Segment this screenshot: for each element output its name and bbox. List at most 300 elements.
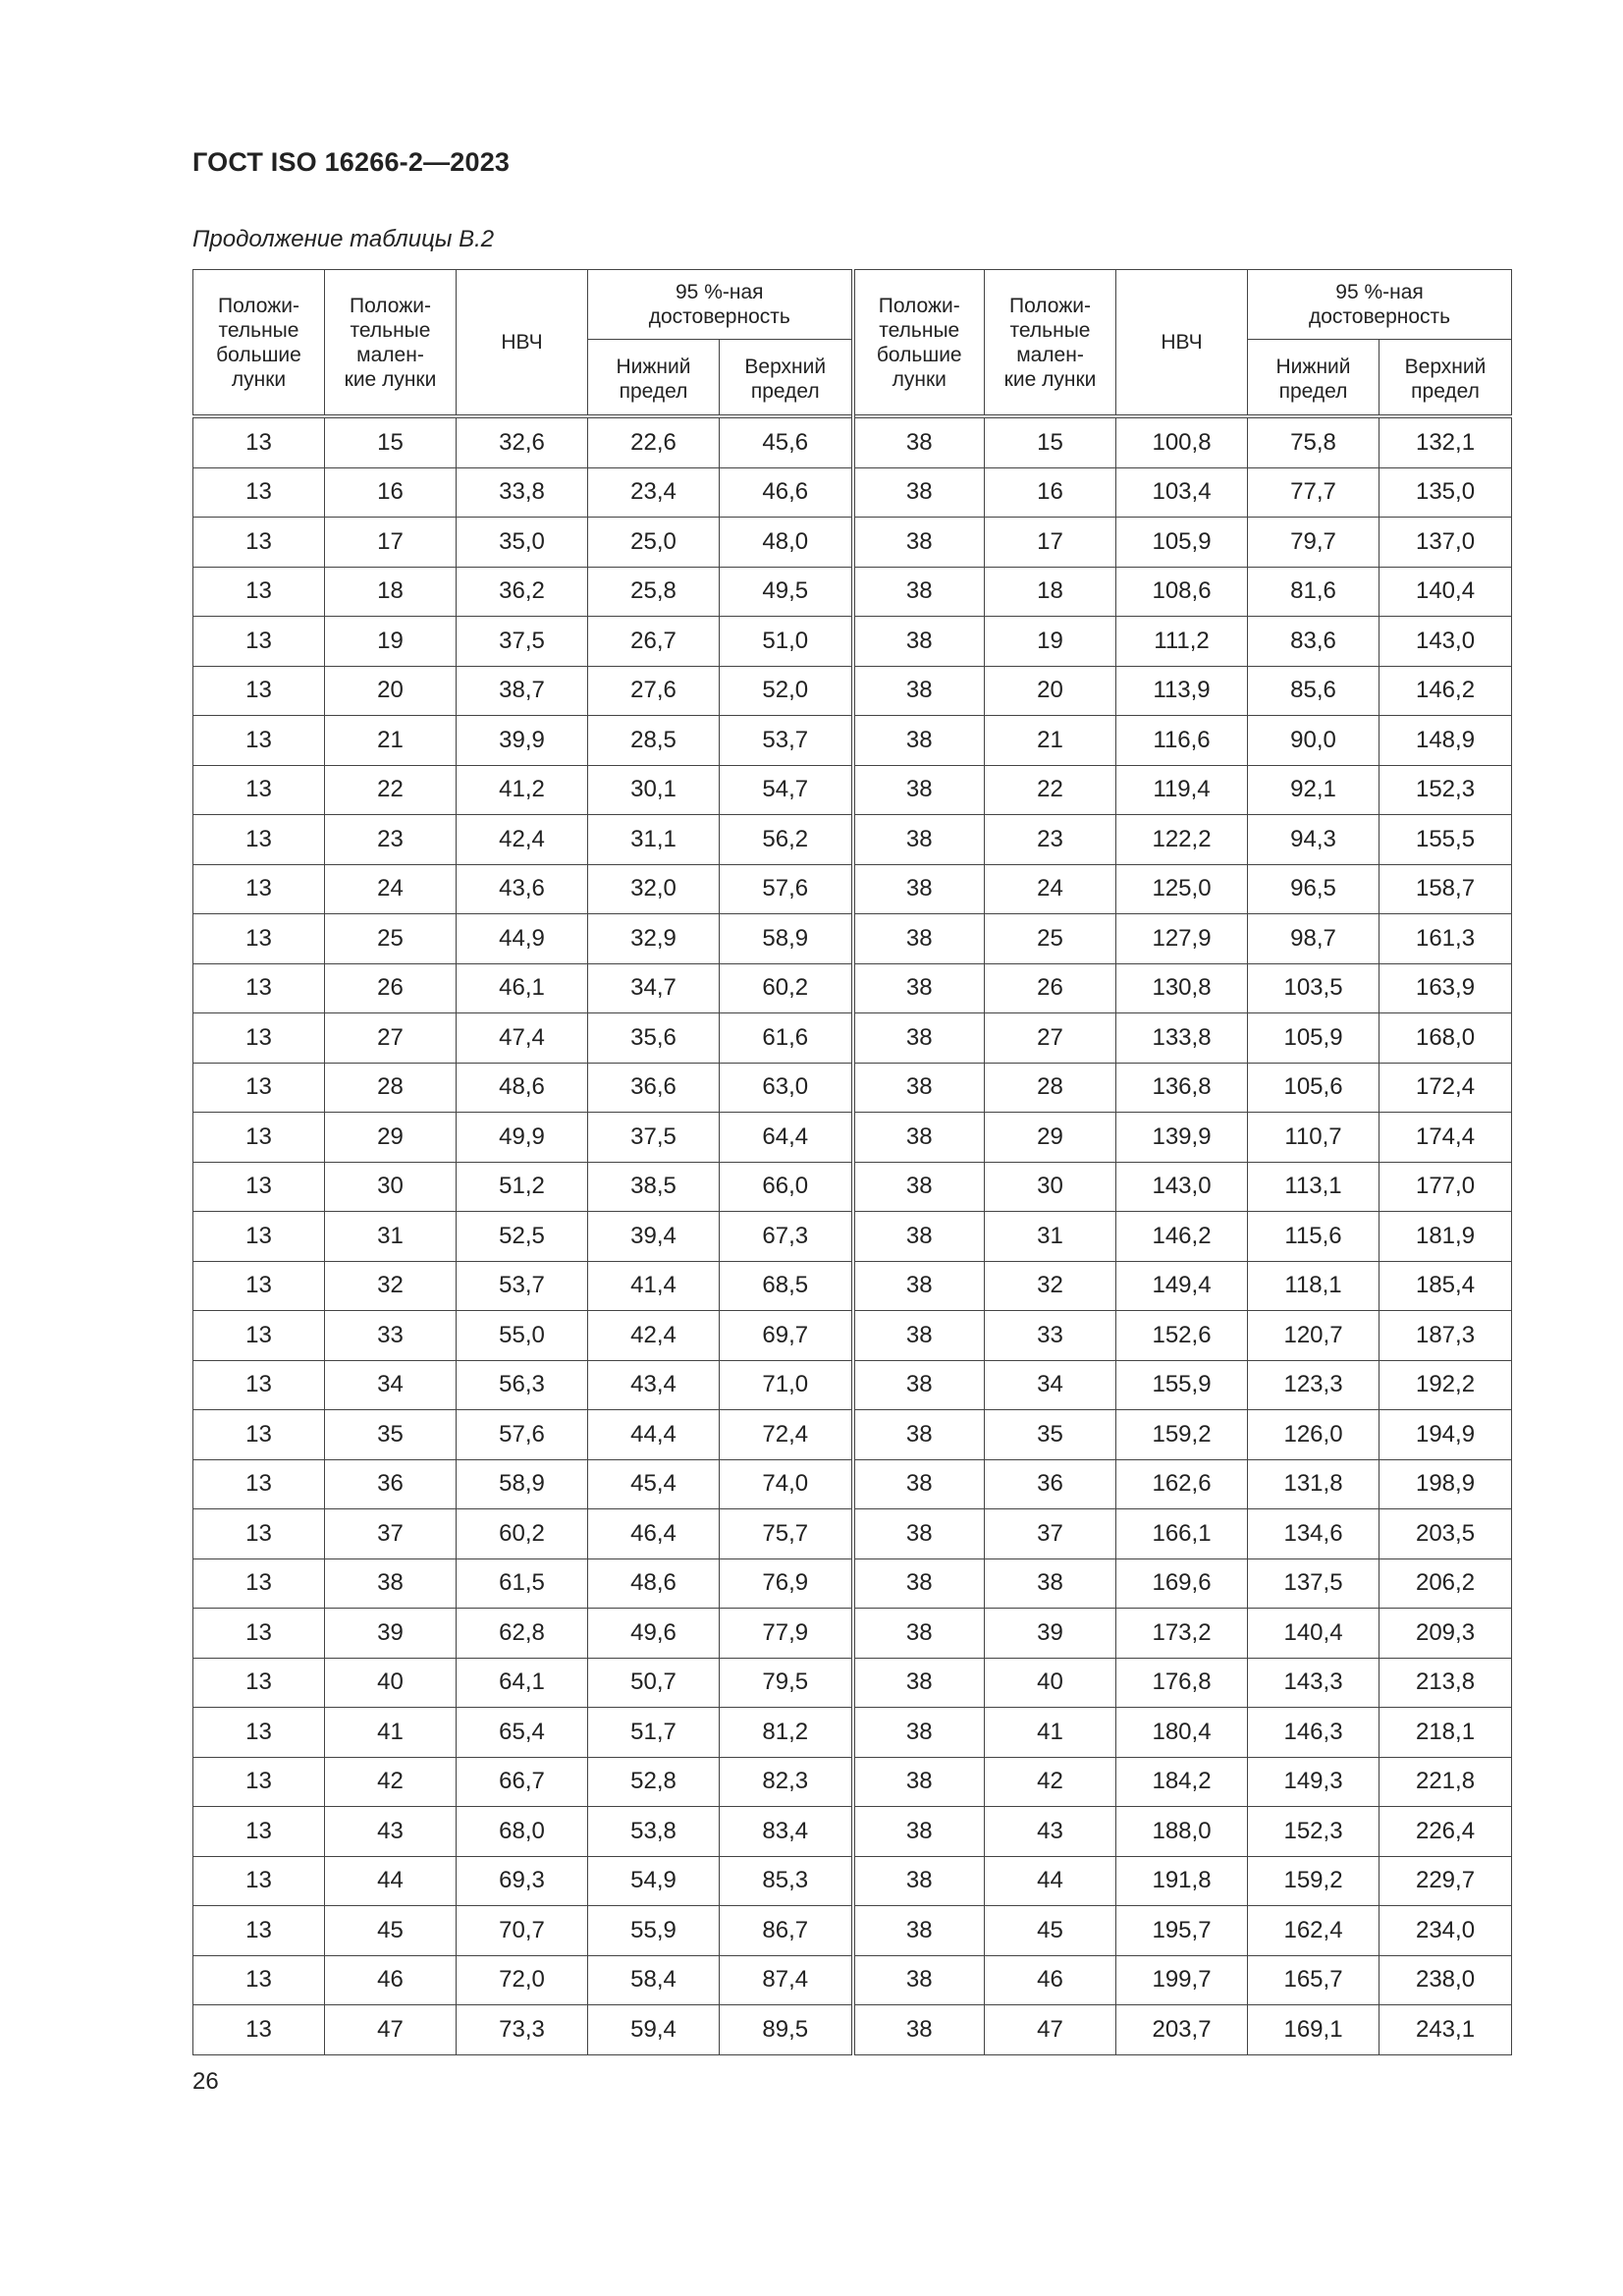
cell-large-wells: 13 — [193, 1609, 325, 1659]
cell-large-wells-2: 38 — [853, 1609, 985, 1659]
cell-large-wells-2: 38 — [853, 765, 985, 815]
cell-mpn: 62,8 — [457, 1609, 588, 1659]
cell-upper-limit-2: 132,1 — [1380, 416, 1512, 467]
cell-mpn-2: 195,7 — [1116, 1906, 1248, 1956]
cell-lower-limit: 30,1 — [588, 765, 720, 815]
cell-lower-limit-2: 169,1 — [1248, 2005, 1380, 2055]
cell-small-wells-2: 29 — [985, 1113, 1116, 1163]
cell-lower-limit-2: 105,6 — [1248, 1063, 1380, 1113]
cell-mpn: 64,1 — [457, 1658, 588, 1708]
cell-lower-limit-2: 146,3 — [1248, 1708, 1380, 1758]
cell-mpn-2: 152,6 — [1116, 1311, 1248, 1361]
cell-small-wells-2: 30 — [985, 1162, 1116, 1212]
cell-small-wells: 37 — [325, 1509, 457, 1559]
header-lower-limit: Нижний предел — [588, 340, 720, 417]
cell-upper-limit-2: 185,4 — [1380, 1261, 1512, 1311]
cell-small-wells-2: 15 — [985, 416, 1116, 467]
cell-mpn-2: 136,8 — [1116, 1063, 1248, 1113]
cell-upper-limit-2: 221,8 — [1380, 1757, 1512, 1807]
cell-lower-limit-2: 83,6 — [1248, 617, 1380, 667]
cell-mpn: 48,6 — [457, 1063, 588, 1113]
cell-small-wells: 43 — [325, 1807, 457, 1857]
cell-small-wells: 40 — [325, 1658, 457, 1708]
cell-small-wells: 28 — [325, 1063, 457, 1113]
header-small-wells: Положи- тельные мален- кие лунки — [325, 270, 457, 417]
cell-large-wells: 13 — [193, 815, 325, 865]
cell-small-wells-2: 39 — [985, 1609, 1116, 1659]
cell-mpn-2: 166,1 — [1116, 1509, 1248, 1559]
cell-large-wells: 13 — [193, 1410, 325, 1460]
cell-mpn-2: 113,9 — [1116, 666, 1248, 716]
cell-mpn: 69,3 — [457, 1856, 588, 1906]
cell-large-wells-2: 38 — [853, 815, 985, 865]
cell-large-wells: 13 — [193, 1113, 325, 1163]
cell-small-wells-2: 45 — [985, 1906, 1116, 1956]
cell-upper-limit-2: 148,9 — [1380, 716, 1512, 766]
cell-upper-limit-2: 143,0 — [1380, 617, 1512, 667]
cell-small-wells-2: 43 — [985, 1807, 1116, 1857]
cell-large-wells-2: 38 — [853, 1509, 985, 1559]
cell-large-wells: 13 — [193, 1757, 325, 1807]
cell-upper-limit-2: 152,3 — [1380, 765, 1512, 815]
cell-upper-limit-2: 172,4 — [1380, 1063, 1512, 1113]
cell-lower-limit-2: 96,5 — [1248, 864, 1380, 914]
cell-lower-limit-2: 98,7 — [1248, 914, 1380, 964]
cell-mpn: 47,4 — [457, 1013, 588, 1064]
cell-small-wells: 46 — [325, 1955, 457, 2005]
cell-large-wells-2: 38 — [853, 914, 985, 964]
cell-lower-limit: 42,4 — [588, 1311, 720, 1361]
cell-mpn-2: 188,0 — [1116, 1807, 1248, 1857]
cell-lower-limit-2: 110,7 — [1248, 1113, 1380, 1163]
cell-lower-limit: 25,0 — [588, 518, 720, 568]
cell-mpn: 53,7 — [457, 1261, 588, 1311]
cell-large-wells: 13 — [193, 1955, 325, 2005]
cell-large-wells: 13 — [193, 1856, 325, 1906]
table-row — [193, 1410, 1512, 1460]
cell-mpn: 56,3 — [457, 1360, 588, 1410]
cell-lower-limit: 38,5 — [588, 1162, 720, 1212]
mpn-table — [192, 269, 1512, 2055]
cell-upper-limit: 87,4 — [720, 1955, 853, 2005]
header-upper-limit-2: Верхний предел — [1380, 340, 1512, 417]
cell-lower-limit-2: 77,7 — [1248, 467, 1380, 518]
cell-upper-limit: 74,0 — [720, 1459, 853, 1509]
cell-mpn-2: 139,9 — [1116, 1113, 1248, 1163]
cell-lower-limit-2: 120,7 — [1248, 1311, 1380, 1361]
cell-lower-limit: 23,4 — [588, 467, 720, 518]
table-body — [193, 416, 1512, 2054]
cell-small-wells: 32 — [325, 1261, 457, 1311]
cell-lower-limit-2: 115,6 — [1248, 1212, 1380, 1262]
cell-mpn-2: 105,9 — [1116, 518, 1248, 568]
cell-large-wells: 13 — [193, 2005, 325, 2055]
cell-upper-limit: 48,0 — [720, 518, 853, 568]
table-row — [193, 1807, 1512, 1857]
cell-small-wells-2: 35 — [985, 1410, 1116, 1460]
cell-upper-limit-2: 234,0 — [1380, 1906, 1512, 1956]
cell-large-wells: 13 — [193, 864, 325, 914]
cell-small-wells: 26 — [325, 963, 457, 1013]
cell-upper-limit-2: 135,0 — [1380, 467, 1512, 518]
cell-large-wells: 13 — [193, 1212, 325, 1262]
cell-mpn: 38,7 — [457, 666, 588, 716]
cell-small-wells: 30 — [325, 1162, 457, 1212]
cell-mpn-2: 203,7 — [1116, 2005, 1248, 2055]
cell-small-wells: 33 — [325, 1311, 457, 1361]
cell-large-wells-2: 38 — [853, 1807, 985, 1857]
cell-mpn: 36,2 — [457, 567, 588, 617]
cell-small-wells: 22 — [325, 765, 457, 815]
table-row — [193, 2005, 1512, 2055]
cell-large-wells-2: 38 — [853, 2005, 985, 2055]
cell-lower-limit-2: 123,3 — [1248, 1360, 1380, 1410]
cell-small-wells: 16 — [325, 467, 457, 518]
table-row — [193, 1708, 1512, 1758]
header-mpn: НВЧ — [457, 270, 588, 417]
cell-large-wells-2: 38 — [853, 1658, 985, 1708]
cell-large-wells: 13 — [193, 1261, 325, 1311]
cell-large-wells-2: 38 — [853, 1955, 985, 2005]
cell-lower-limit: 46,4 — [588, 1509, 720, 1559]
cell-mpn: 39,9 — [457, 716, 588, 766]
cell-mpn: 72,0 — [457, 1955, 588, 2005]
cell-lower-limit-2: 105,9 — [1248, 1013, 1380, 1064]
cell-upper-limit-2: 158,7 — [1380, 864, 1512, 914]
cell-upper-limit-2: 194,9 — [1380, 1410, 1512, 1460]
cell-small-wells: 45 — [325, 1906, 457, 1956]
cell-small-wells: 41 — [325, 1708, 457, 1758]
cell-large-wells: 13 — [193, 1360, 325, 1410]
cell-lower-limit-2: 81,6 — [1248, 567, 1380, 617]
cell-mpn-2: 199,7 — [1116, 1955, 1248, 2005]
cell-large-wells-2: 38 — [853, 467, 985, 518]
cell-large-wells-2: 38 — [853, 1311, 985, 1361]
table-row — [193, 1757, 1512, 1807]
table-row — [193, 815, 1512, 865]
cell-large-wells-2: 38 — [853, 1212, 985, 1262]
cell-small-wells-2: 42 — [985, 1757, 1116, 1807]
cell-lower-limit-2: 143,3 — [1248, 1658, 1380, 1708]
document-header: ГОСТ ISO 16266-2—2023 — [192, 147, 511, 177]
cell-lower-limit-2: 152,3 — [1248, 1807, 1380, 1857]
cell-small-wells: 17 — [325, 518, 457, 568]
table-caption: Продолжение таблицы В.2 — [192, 226, 495, 252]
cell-lower-limit-2: 75,8 — [1248, 416, 1380, 467]
cell-small-wells: 47 — [325, 2005, 457, 2055]
cell-large-wells: 13 — [193, 416, 325, 467]
table-row — [193, 1261, 1512, 1311]
table-row — [193, 518, 1512, 568]
cell-lower-limit-2: 103,5 — [1248, 963, 1380, 1013]
cell-upper-limit: 63,0 — [720, 1063, 853, 1113]
cell-small-wells: 25 — [325, 914, 457, 964]
cell-lower-limit-2: 85,6 — [1248, 666, 1380, 716]
cell-upper-limit: 79,5 — [720, 1658, 853, 1708]
cell-lower-limit: 59,4 — [588, 2005, 720, 2055]
cell-mpn: 43,6 — [457, 864, 588, 914]
table-row — [193, 467, 1512, 518]
cell-small-wells-2: 37 — [985, 1509, 1116, 1559]
cell-lower-limit-2: 94,3 — [1248, 815, 1380, 865]
table-row — [193, 1658, 1512, 1708]
cell-upper-limit: 89,5 — [720, 2005, 853, 2055]
cell-lower-limit: 32,0 — [588, 864, 720, 914]
cell-upper-limit-2: 187,3 — [1380, 1311, 1512, 1361]
cell-small-wells-2: 24 — [985, 864, 1116, 914]
cell-mpn: 37,5 — [457, 617, 588, 667]
cell-upper-limit: 49,5 — [720, 567, 853, 617]
cell-lower-limit: 44,4 — [588, 1410, 720, 1460]
table-row — [193, 1459, 1512, 1509]
cell-lower-limit: 48,6 — [588, 1558, 720, 1609]
header-small-wells-2: Положи- тельные мален- кие лунки — [985, 270, 1116, 417]
cell-small-wells-2: 27 — [985, 1013, 1116, 1064]
table-row — [193, 1360, 1512, 1410]
cell-lower-limit-2: 131,8 — [1248, 1459, 1380, 1509]
cell-mpn-2: 111,2 — [1116, 617, 1248, 667]
cell-mpn-2: 180,4 — [1116, 1708, 1248, 1758]
cell-lower-limit: 22,6 — [588, 416, 720, 467]
cell-mpn: 70,7 — [457, 1906, 588, 1956]
cell-small-wells: 21 — [325, 716, 457, 766]
cell-small-wells-2: 31 — [985, 1212, 1116, 1262]
table-row — [193, 1311, 1512, 1361]
cell-large-wells-2: 38 — [853, 963, 985, 1013]
cell-mpn-2: 146,2 — [1116, 1212, 1248, 1262]
cell-large-wells-2: 38 — [853, 1013, 985, 1064]
cell-large-wells-2: 38 — [853, 1558, 985, 1609]
cell-lower-limit: 49,6 — [588, 1609, 720, 1659]
cell-large-wells-2: 38 — [853, 567, 985, 617]
header-mpn-2: НВЧ — [1116, 270, 1248, 417]
table-row — [193, 1063, 1512, 1113]
cell-upper-limit: 76,9 — [720, 1558, 853, 1609]
cell-large-wells: 13 — [193, 617, 325, 667]
cell-large-wells: 13 — [193, 914, 325, 964]
table-row — [193, 1162, 1512, 1212]
cell-upper-limit-2: 161,3 — [1380, 914, 1512, 964]
cell-mpn: 57,6 — [457, 1410, 588, 1460]
cell-lower-limit-2: 140,4 — [1248, 1609, 1380, 1659]
cell-mpn-2: 149,4 — [1116, 1261, 1248, 1311]
cell-upper-limit-2: 174,4 — [1380, 1113, 1512, 1163]
cell-mpn: 55,0 — [457, 1311, 588, 1361]
cell-mpn: 58,9 — [457, 1459, 588, 1509]
table-row — [193, 1013, 1512, 1064]
cell-mpn: 32,6 — [457, 416, 588, 467]
cell-large-wells-2: 38 — [853, 1113, 985, 1163]
cell-lower-limit-2: 79,7 — [1248, 518, 1380, 568]
cell-mpn: 65,4 — [457, 1708, 588, 1758]
cell-upper-limit-2: 140,4 — [1380, 567, 1512, 617]
cell-upper-limit: 66,0 — [720, 1162, 853, 1212]
cell-small-wells-2: 41 — [985, 1708, 1116, 1758]
cell-upper-limit: 45,6 — [720, 416, 853, 467]
cell-small-wells-2: 36 — [985, 1459, 1116, 1509]
cell-small-wells-2: 18 — [985, 567, 1116, 617]
cell-upper-limit: 85,3 — [720, 1856, 853, 1906]
cell-small-wells: 44 — [325, 1856, 457, 1906]
table-row — [193, 416, 1512, 467]
cell-large-wells: 13 — [193, 518, 325, 568]
cell-large-wells: 13 — [193, 1509, 325, 1559]
cell-upper-limit: 56,2 — [720, 815, 853, 865]
cell-large-wells: 13 — [193, 1708, 325, 1758]
cell-lower-limit: 25,8 — [588, 567, 720, 617]
cell-upper-limit: 60,2 — [720, 963, 853, 1013]
cell-large-wells-2: 38 — [853, 416, 985, 467]
cell-lower-limit: 31,1 — [588, 815, 720, 865]
cell-lower-limit-2: 165,7 — [1248, 1955, 1380, 2005]
cell-large-wells-2: 38 — [853, 617, 985, 667]
cell-lower-limit: 27,6 — [588, 666, 720, 716]
cell-mpn: 49,9 — [457, 1113, 588, 1163]
cell-small-wells: 19 — [325, 617, 457, 667]
table-row — [193, 1113, 1512, 1163]
cell-lower-limit-2: 134,6 — [1248, 1509, 1380, 1559]
cell-small-wells: 23 — [325, 815, 457, 865]
cell-lower-limit: 58,4 — [588, 1955, 720, 2005]
cell-large-wells-2: 38 — [853, 1410, 985, 1460]
cell-upper-limit: 46,6 — [720, 467, 853, 518]
cell-small-wells-2: 26 — [985, 963, 1116, 1013]
table-row — [193, 1609, 1512, 1659]
cell-upper-limit: 52,0 — [720, 666, 853, 716]
cell-lower-limit: 55,9 — [588, 1906, 720, 1956]
cell-mpn-2: 173,2 — [1116, 1609, 1248, 1659]
cell-upper-limit: 61,6 — [720, 1013, 853, 1064]
cell-mpn-2: 162,6 — [1116, 1459, 1248, 1509]
cell-upper-limit: 58,9 — [720, 914, 853, 964]
cell-upper-limit-2: 206,2 — [1380, 1558, 1512, 1609]
cell-large-wells: 13 — [193, 1558, 325, 1609]
cell-lower-limit-2: 92,1 — [1248, 765, 1380, 815]
cell-upper-limit: 83,4 — [720, 1807, 853, 1857]
cell-upper-limit: 72,4 — [720, 1410, 853, 1460]
cell-small-wells: 31 — [325, 1212, 457, 1262]
cell-upper-limit: 81,2 — [720, 1708, 853, 1758]
cell-lower-limit-2: 90,0 — [1248, 716, 1380, 766]
cell-mpn-2: 143,0 — [1116, 1162, 1248, 1212]
cell-small-wells-2: 47 — [985, 2005, 1116, 2055]
cell-large-wells: 13 — [193, 666, 325, 716]
cell-lower-limit: 37,5 — [588, 1113, 720, 1163]
cell-mpn: 44,9 — [457, 914, 588, 964]
cell-upper-limit-2: 177,0 — [1380, 1162, 1512, 1212]
cell-large-wells: 13 — [193, 1459, 325, 1509]
cell-small-wells: 39 — [325, 1609, 457, 1659]
cell-upper-limit: 53,7 — [720, 716, 853, 766]
cell-lower-limit-2: 137,5 — [1248, 1558, 1380, 1609]
cell-small-wells: 34 — [325, 1360, 457, 1410]
cell-small-wells-2: 46 — [985, 1955, 1116, 2005]
cell-large-wells-2: 38 — [853, 1261, 985, 1311]
cell-large-wells: 13 — [193, 1162, 325, 1212]
cell-large-wells: 13 — [193, 1063, 325, 1113]
cell-lower-limit: 28,5 — [588, 716, 720, 766]
cell-small-wells-2: 28 — [985, 1063, 1116, 1113]
cell-large-wells: 13 — [193, 1311, 325, 1361]
cell-mpn-2: 169,6 — [1116, 1558, 1248, 1609]
cell-upper-limit-2: 238,0 — [1380, 1955, 1512, 2005]
cell-small-wells: 38 — [325, 1558, 457, 1609]
cell-mpn-2: 119,4 — [1116, 765, 1248, 815]
cell-lower-limit-2: 149,3 — [1248, 1757, 1380, 1807]
cell-mpn-2: 176,8 — [1116, 1658, 1248, 1708]
cell-mpn: 61,5 — [457, 1558, 588, 1609]
cell-mpn-2: 159,2 — [1116, 1410, 1248, 1460]
cell-mpn: 51,2 — [457, 1162, 588, 1212]
cell-large-wells-2: 38 — [853, 1360, 985, 1410]
cell-mpn: 52,5 — [457, 1212, 588, 1262]
cell-large-wells-2: 38 — [853, 1708, 985, 1758]
header-confidence-2: 95 %-ная достоверность — [1248, 270, 1512, 340]
cell-mpn-2: 155,9 — [1116, 1360, 1248, 1410]
table-row — [193, 963, 1512, 1013]
cell-upper-limit-2: 218,1 — [1380, 1708, 1512, 1758]
cell-small-wells: 24 — [325, 864, 457, 914]
cell-mpn: 41,2 — [457, 765, 588, 815]
cell-lower-limit: 26,7 — [588, 617, 720, 667]
cell-upper-limit: 82,3 — [720, 1757, 853, 1807]
cell-upper-limit: 71,0 — [720, 1360, 853, 1410]
table-row — [193, 617, 1512, 667]
cell-small-wells: 35 — [325, 1410, 457, 1460]
cell-upper-limit: 69,7 — [720, 1311, 853, 1361]
cell-large-wells: 13 — [193, 1658, 325, 1708]
cell-large-wells: 13 — [193, 567, 325, 617]
cell-mpn-2: 184,2 — [1116, 1757, 1248, 1807]
cell-upper-limit-2: 229,7 — [1380, 1856, 1512, 1906]
cell-small-wells-2: 20 — [985, 666, 1116, 716]
header-large-wells: Положи- тельные большие лунки — [193, 270, 325, 417]
cell-upper-limit-2: 155,5 — [1380, 815, 1512, 865]
cell-mpn-2: 116,6 — [1116, 716, 1248, 766]
cell-upper-limit-2: 192,2 — [1380, 1360, 1512, 1410]
cell-small-wells-2: 32 — [985, 1261, 1116, 1311]
cell-small-wells-2: 17 — [985, 518, 1116, 568]
table-row — [193, 1955, 1512, 2005]
cell-mpn: 42,4 — [457, 815, 588, 865]
cell-large-wells-2: 38 — [853, 1459, 985, 1509]
cell-large-wells: 13 — [193, 1013, 325, 1064]
table-row — [193, 1906, 1512, 1956]
cell-large-wells-2: 38 — [853, 666, 985, 716]
cell-mpn-2: 125,0 — [1116, 864, 1248, 914]
cell-lower-limit: 50,7 — [588, 1658, 720, 1708]
cell-large-wells: 13 — [193, 716, 325, 766]
cell-mpn-2: 108,6 — [1116, 567, 1248, 617]
cell-upper-limit: 86,7 — [720, 1906, 853, 1956]
cell-mpn-2: 103,4 — [1116, 467, 1248, 518]
table-row — [193, 716, 1512, 766]
cell-mpn-2: 133,8 — [1116, 1013, 1248, 1064]
cell-lower-limit-2: 126,0 — [1248, 1410, 1380, 1460]
cell-lower-limit-2: 113,1 — [1248, 1162, 1380, 1212]
cell-lower-limit: 35,6 — [588, 1013, 720, 1064]
cell-mpn: 33,8 — [457, 467, 588, 518]
cell-large-wells-2: 38 — [853, 518, 985, 568]
cell-lower-limit: 36,6 — [588, 1063, 720, 1113]
cell-lower-limit-2: 162,4 — [1248, 1906, 1380, 1956]
cell-large-wells-2: 38 — [853, 1162, 985, 1212]
cell-large-wells: 13 — [193, 963, 325, 1013]
header-confidence: 95 %-ная достоверность — [588, 270, 853, 340]
table-row — [193, 864, 1512, 914]
header-large-wells-2: Положи- тельные большие лунки — [853, 270, 985, 417]
cell-upper-limit-2: 168,0 — [1380, 1013, 1512, 1064]
